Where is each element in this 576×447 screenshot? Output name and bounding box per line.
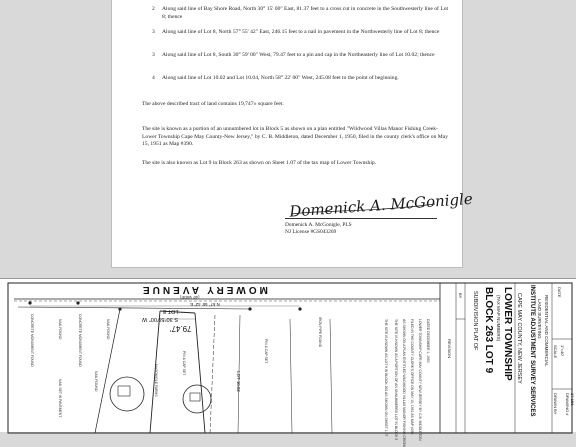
course-number: 2 (152, 6, 155, 12)
owner-label: McGONIGLE FARMS (154, 364, 158, 397)
drawing-number-label: DRAWING # (565, 393, 570, 416)
site-description-1: The site is known as a portion of an unnumbered lot in Block 5 as shown on a plan entitled "Wildwood Villas Manor Fishing Creek-Lower Township Cape May County-New Jersey," by C. B. Middleton, dated December 1, 1950, filed in the county clerk's office on May 15, 1951 as Map #390. (142, 126, 449, 148)
revision-label: REVISION (447, 339, 452, 359)
signature-image (285, 189, 474, 221)
road-name: MOWERY AVENUE (140, 284, 268, 295)
date-label: DATE (557, 287, 562, 298)
monument-label: IRON PIPE FOUND (318, 317, 322, 348)
area-statement: The above described tract of land contains 19,747± square feet. (142, 101, 284, 107)
road-width-label: (40' WIDE) (180, 295, 200, 300)
property-line (18, 307, 250, 309)
monument-label: PIN & CAP SET (182, 351, 186, 376)
easement-line (210, 315, 215, 433)
monument-label: NAIL FOUND (94, 371, 98, 392)
lot-label: LOT 10.02 (235, 371, 241, 392)
course-number: 3 (152, 52, 155, 58)
course-item (152, 75, 452, 83)
site-description-2: The site is also known as Lot 9 in Block 263 as shown on Sheet 1.07 of the tax map of Lower Township. (142, 160, 377, 166)
plan-note: LOWER TOWNSHIP CAPE MAY COUNTY NEW JERSEY BY C.B. MIDDLETON (418, 319, 422, 441)
course-text: Along said line of Lot 10.02 and Lot 10.04, North 58° 22' 00" West, 245.08 feet to the point of beginning. (162, 75, 399, 81)
signature-line (285, 218, 437, 219)
plan-note: AS SHOWN ON A PLAN ENTITLED WILDWOOD VILLAS MANOR FISHING CREEK (402, 319, 406, 447)
survey-plan-page (0, 278, 576, 447)
scale-value: 1"=40' (560, 345, 565, 357)
property-line (290, 319, 292, 433)
monument-label: PIN & CAP SET (264, 339, 268, 364)
monument-label: CONCRETE MONUMENT FOUND (30, 314, 34, 367)
title-line-5: CAPE MAY COUNTY, NEW JERSEY (516, 293, 522, 384)
monument-marker (248, 307, 251, 310)
monument-label: NAIL FOUND (106, 319, 110, 340)
firm-line: RESIDENTIAL AND COMMERCIAL (544, 295, 549, 367)
title-line-3: (TAX MAP NUMBERS) (496, 295, 501, 342)
course-text: Along said line of Lot 8, South 30° 59' 00" West, 79.47 feet to a pin and cap in the Northeasterly line of Lot 10.02; thence (162, 52, 435, 58)
course-item (152, 29, 452, 37)
monument-label: NAIL FOUND (58, 319, 62, 340)
signer-name: Domenick A. McGonigle, PLS (285, 222, 352, 228)
monument-marker (298, 307, 301, 310)
plan-note: DATED DECEMBER 1, 1950 (426, 319, 430, 363)
drawn-by-label: DRAWN BY (553, 393, 558, 415)
bearing-label: N 57° 55' 42" E (190, 302, 220, 307)
course-item (152, 52, 452, 60)
license-number: NJ License #GS043269 (285, 229, 337, 235)
monument-label: CONCRETE MONUMENT FOUND (78, 314, 82, 367)
distance-label: 79.47' (170, 324, 192, 333)
detail-building (190, 393, 200, 401)
course-number: 3 (152, 29, 155, 35)
plan-note: FILED IN THE COUNTY CLERK'S OFFICE ON MAY 15, 1951 AS MAP #390 (410, 319, 414, 435)
monument-marker (118, 307, 121, 310)
lot-label: LOT 8 (163, 308, 179, 314)
detail-circle (110, 377, 144, 411)
firm-line: LAND SURVEYING (537, 299, 542, 339)
course-item (152, 6, 452, 21)
detail-building (118, 386, 130, 396)
legal-description-page (111, 0, 474, 268)
signature-block (285, 189, 474, 250)
monument-label: NAIL SET IN PAVEMENT (58, 379, 62, 418)
course-number: 4 (152, 75, 155, 81)
title-line-4: LOWER TOWNSHIP (502, 287, 513, 381)
monument-marker (76, 301, 79, 304)
monument-marker (28, 301, 31, 304)
plan-note: THE SITE IS KNOWN AS LOT 9 IN BLOCK 263 AS SHOWN ON SHEET 1.07 (384, 319, 388, 437)
plan-note: THE SITE IS KNOWN AS A PORTION OF AN UNNUMBERED LOT IN BLOCK 5 (394, 319, 398, 441)
course-text: Along said line of Lot 8, North 57° 55' 42" East, 246.15 feet to a nail in pavement in the Northwesterly line of Lot 8; thence (162, 29, 440, 35)
title-line-1: SUBDIVISION PLAT OF (472, 291, 478, 351)
firm-name: INSTITUTE ADJUSTMENT SURVEY SERVICES (529, 285, 535, 417)
course-text: Along said line of Bay Shore Road, North 30° 15' 00" East, 81.37 feet to a cross cut in concrete in the Southwesterly line of Lot 8; thence (162, 6, 449, 20)
drawing-number: 17-156 (570, 393, 575, 406)
by-label: BY (458, 293, 463, 299)
scale-label: SCALE (553, 345, 558, 359)
lot-boundary-line (195, 313, 205, 433)
title-line-2: BLOCK 263 LOT 9 (483, 287, 494, 374)
detail-circle (183, 385, 211, 413)
bearing-label: S 30°59'00" W (142, 316, 179, 322)
property-line (330, 319, 332, 433)
svg-text:Domenick A. McGonigle: Domenick A. McGonigle (288, 189, 474, 221)
